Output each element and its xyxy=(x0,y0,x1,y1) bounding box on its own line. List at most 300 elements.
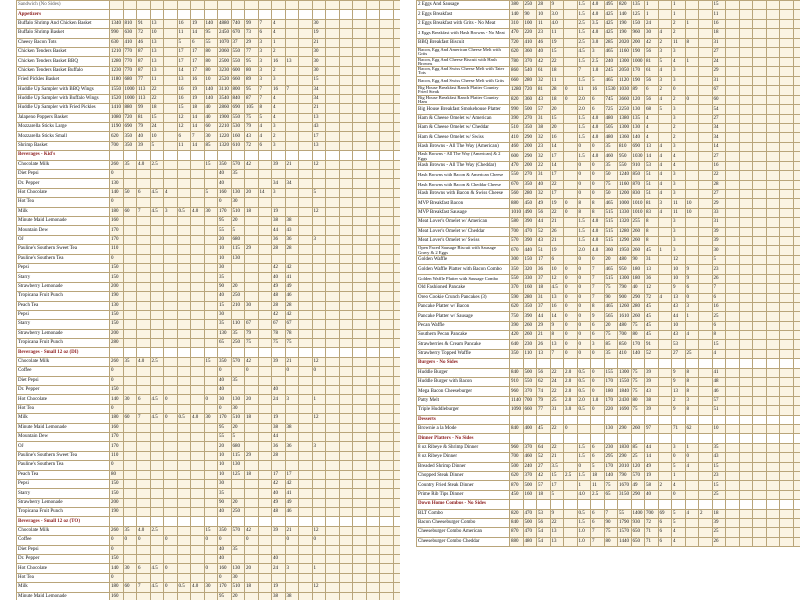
nutrition-value-cell xyxy=(739,274,753,283)
nutrition-value-cell: 34 xyxy=(285,179,299,188)
nutrition-value-cell: 39 xyxy=(272,357,286,366)
nutrition-value-cell xyxy=(339,123,353,132)
nutrition-value-cell xyxy=(766,114,780,123)
nutrition-value-cell: 22 xyxy=(550,208,564,217)
nutrition-value-cell xyxy=(766,133,780,142)
menu-item-row xyxy=(17,301,401,310)
nutrition-value-cell: 260 xyxy=(523,331,537,340)
nutrition-value-cell: 67 xyxy=(245,320,259,329)
menu-item-row xyxy=(17,66,401,75)
nutrition-value-cell xyxy=(380,226,394,235)
nutrition-value-cell xyxy=(591,500,605,509)
nutrition-value-cell: 0 xyxy=(685,95,699,105)
nutrition-value-cell xyxy=(685,124,699,133)
nutrition-value-cell xyxy=(685,161,699,170)
nutrition-value-cell xyxy=(380,404,394,413)
nutrition-value-cell: 620 xyxy=(510,471,524,480)
nutrition-value-cell xyxy=(564,133,578,142)
nutrition-value-cell xyxy=(339,245,353,254)
nutrition-value-cell xyxy=(137,170,151,179)
nutrition-value-cell xyxy=(645,415,659,424)
nutrition-value-cell: 0 xyxy=(218,573,232,582)
nutrition-value-cell xyxy=(137,498,151,507)
nutrition-value-cell: 72 xyxy=(245,141,259,150)
nutrition-value-cell: 240 xyxy=(523,462,537,471)
nutrition-value-cell xyxy=(380,85,394,94)
nutrition-value-cell xyxy=(312,348,326,357)
nutrition-value-cell xyxy=(299,57,313,66)
item-name: Sandwich (No Sides) xyxy=(17,1,110,10)
nutrition-value-cell xyxy=(753,406,767,415)
nutrition-value-cell xyxy=(658,255,672,264)
nutrition-value-cell: 34 xyxy=(312,94,326,103)
nutrition-value-cell xyxy=(258,442,272,451)
item-name: Hash Browns with Bacon & American Cheese xyxy=(417,171,510,180)
nutrition-value-cell xyxy=(793,528,800,537)
nutrition-value-cell: 53 xyxy=(672,340,686,349)
nutrition-value-cell: 270 xyxy=(523,114,537,123)
nutrition-value-cell xyxy=(712,434,726,443)
nutrition-value-cell xyxy=(258,564,272,573)
category-title: Appetizers xyxy=(17,10,110,19)
nutrition-value-cell: 820 xyxy=(510,95,524,105)
nutrition-value-cell: 110 xyxy=(110,451,124,460)
nutrition-value-cell: 17 xyxy=(191,66,205,75)
item-name: Huddle Burger with Bacon xyxy=(417,378,510,387)
nutrition-value-cell xyxy=(353,38,367,47)
nutrition-value-cell: 8 xyxy=(685,406,699,415)
nutrition-value-cell xyxy=(793,255,800,264)
nutrition-value-cell: 21 xyxy=(550,218,564,227)
nutrition-value-cell xyxy=(312,273,326,282)
nutrition-value-cell: 4.0 xyxy=(591,124,605,133)
nutrition-value-cell xyxy=(699,236,713,245)
nutrition-value-cell xyxy=(766,396,780,405)
nutrition-value-cell xyxy=(177,592,191,600)
item-name: Coffee xyxy=(17,536,110,545)
nutrition-value-cell: 470 xyxy=(523,528,537,537)
nutrition-value-cell xyxy=(739,509,753,518)
nutrition-value-cell: 3 xyxy=(658,47,672,57)
nutrition-value-cell: 1300 xyxy=(618,274,632,283)
nutrition-value-cell: 0 xyxy=(672,86,686,96)
nutrition-value-cell xyxy=(739,302,753,311)
nutrition-value-cell: 510 xyxy=(231,414,245,423)
nutrition-value-cell xyxy=(123,517,137,526)
nutrition-value-cell xyxy=(123,555,137,564)
nutrition-value-cell: 700 xyxy=(510,453,524,462)
nutrition-value-cell xyxy=(299,132,313,141)
nutrition-value-cell xyxy=(699,114,713,123)
nutrition-value-cell: 0 xyxy=(685,453,699,462)
nutrition-value-cell: 97 xyxy=(645,425,659,434)
nutrition-value-cell: 1380 xyxy=(618,114,632,123)
nutrition-value-cell xyxy=(191,216,205,225)
nutrition-value-cell xyxy=(780,95,794,105)
nutrition-value-cell: 91 xyxy=(137,19,151,28)
nutrition-value-cell xyxy=(150,301,164,310)
nutrition-value-cell: 43 xyxy=(312,123,326,132)
nutrition-value-cell: 36 xyxy=(645,274,659,283)
nutrition-value-cell: 2 xyxy=(672,19,686,28)
nutrition-value-cell xyxy=(510,500,524,509)
nutrition-value-cell: 42 xyxy=(537,57,551,67)
nutrition-value-cell: 14 xyxy=(191,141,205,150)
nutrition-value-cell xyxy=(245,517,259,526)
nutrition-value-cell: 3 xyxy=(285,395,299,404)
nutrition-value-cell xyxy=(699,302,713,311)
nutrition-value-cell xyxy=(299,526,313,535)
nutrition-value-cell: 29 xyxy=(712,199,726,208)
nutrition-value-cell xyxy=(177,1,191,10)
nutrition-value-cell xyxy=(766,518,780,527)
nutrition-value-cell xyxy=(645,359,659,368)
nutrition-value-cell xyxy=(380,395,394,404)
nutrition-value-cell: 15 xyxy=(712,1,726,10)
nutrition-value-cell: 80 xyxy=(204,66,218,75)
nutrition-value-cell: 170 xyxy=(218,207,232,216)
nutrition-value-cell xyxy=(123,320,137,329)
nutrition-value-cell: 0 xyxy=(218,198,232,207)
nutrition-value-cell xyxy=(326,38,340,47)
nutrition-value-cell: 0 xyxy=(110,367,124,376)
nutrition-value-cell: 13 xyxy=(150,19,164,28)
item-name: Dr. Pepper xyxy=(17,555,110,564)
nutrition-value-cell: 28 xyxy=(537,1,551,10)
menu-item-row xyxy=(417,95,800,105)
nutrition-value-cell xyxy=(191,573,205,582)
nutrition-value-cell: 10 xyxy=(537,10,551,19)
nutrition-value-cell xyxy=(285,94,299,103)
nutrition-value-cell: 18 xyxy=(537,490,551,499)
nutrition-value-cell: 450 xyxy=(510,490,524,499)
nutrition-value-cell xyxy=(393,526,400,535)
nutrition-value-cell: 11 xyxy=(177,141,191,150)
nutrition-value-cell xyxy=(380,160,394,169)
nutrition-value-cell xyxy=(285,104,299,113)
nutrition-value-cell: 910 xyxy=(510,378,524,387)
nutrition-value-cell: 900 xyxy=(618,293,632,302)
nutrition-value-cell xyxy=(191,489,205,498)
nutrition-value-cell xyxy=(726,359,740,368)
nutrition-value-cell xyxy=(285,151,299,160)
nutrition-value-cell xyxy=(204,442,218,451)
nutrition-value-cell: 11 xyxy=(672,208,686,217)
nutrition-value-cell xyxy=(245,235,259,244)
nutrition-value-cell: 12 xyxy=(645,284,659,293)
nutrition-value-cell xyxy=(739,180,753,189)
nutrition-value-cell: 68 xyxy=(645,105,659,114)
nutrition-value-cell: 10 xyxy=(712,425,726,434)
nutrition-value-cell: 0 xyxy=(110,573,124,582)
nutrition-value-cell xyxy=(218,1,232,10)
nutrition-value-cell xyxy=(123,282,137,291)
nutrition-value-cell xyxy=(699,47,713,57)
nutrition-value-cell: 6 xyxy=(591,518,605,527)
nutrition-value-cell xyxy=(258,395,272,404)
nutrition-value-cell: 495 xyxy=(604,1,618,10)
nutrition-value-cell: 10 xyxy=(218,470,232,479)
nutrition-value-cell xyxy=(353,442,367,451)
nutrition-value-cell: 480 xyxy=(618,321,632,330)
nutrition-value-cell xyxy=(204,216,218,225)
nutrition-value-cell xyxy=(299,329,313,338)
nutrition-value-cell: 6 xyxy=(591,321,605,330)
nutrition-value-cell: 10 xyxy=(685,208,699,217)
nutrition-value-cell xyxy=(793,537,800,546)
item-name: Hot Chocolate xyxy=(17,188,110,197)
nutrition-value-cell: 280 xyxy=(523,293,537,302)
nutrition-value-cell: 23 xyxy=(537,142,551,151)
nutrition-value-cell: 33 xyxy=(712,208,726,217)
nutrition-value-cell: 34 xyxy=(272,179,286,188)
nutrition-value-cell: 81 xyxy=(537,86,551,96)
nutrition-value-cell: 7 xyxy=(577,67,591,77)
menu-item-row xyxy=(17,216,401,225)
nutrition-value-cell xyxy=(353,245,367,254)
nutrition-value-cell xyxy=(753,528,767,537)
item-name: Hash Browns - All The Way (American) xyxy=(417,142,510,151)
nutrition-value-cell xyxy=(285,451,299,460)
nutrition-value-cell xyxy=(299,310,313,319)
nutrition-value-cell xyxy=(326,216,340,225)
nutrition-value-cell: 1.5 xyxy=(577,227,591,236)
nutrition-value-cell xyxy=(739,443,753,452)
nutrition-value-cell xyxy=(726,208,740,217)
nutrition-value-cell: 0 xyxy=(577,293,591,302)
nutrition-value-cell: 465 xyxy=(604,265,618,274)
nutrition-value-cell xyxy=(123,216,137,225)
nutrition-value-cell: 51 xyxy=(645,180,659,189)
nutrition-value-cell xyxy=(699,29,713,38)
nutrition-value-cell xyxy=(604,359,618,368)
nutrition-value-cell xyxy=(299,19,313,28)
item-name: Huddle Up Sampler with BBQ Wings xyxy=(17,85,110,94)
nutrition-value-cell xyxy=(299,104,313,113)
nutrition-value-cell: 505 xyxy=(604,124,618,133)
nutrition-value-cell: 3 xyxy=(672,443,686,452)
nutrition-value-cell xyxy=(204,451,218,460)
nutrition-value-cell: 27 xyxy=(672,349,686,358)
nutrition-value-cell: 78 xyxy=(272,329,286,338)
nutrition-value-cell xyxy=(699,255,713,264)
nutrition-value-cell: 54 xyxy=(712,105,726,114)
nutrition-value-cell xyxy=(258,282,272,291)
nutrition-value-cell xyxy=(766,19,780,28)
nutrition-value-cell: 30 xyxy=(312,19,326,28)
nutrition-value-cell: 560 xyxy=(510,190,524,199)
nutrition-value-cell: 41 xyxy=(285,273,299,282)
nutrition-value-cell xyxy=(123,451,137,460)
nutrition-value-cell xyxy=(353,235,367,244)
nutrition-value-cell: 1.5 xyxy=(577,152,591,162)
nutrition-value-cell: 35 xyxy=(604,142,618,151)
nutrition-value-cell: 43 xyxy=(672,331,686,340)
nutrition-value-cell xyxy=(753,86,767,96)
nutrition-value-cell xyxy=(137,263,151,272)
nutrition-value-cell: 56 xyxy=(537,208,551,217)
nutrition-value-cell xyxy=(380,216,394,225)
nutrition-value-cell: 42 xyxy=(245,357,259,366)
nutrition-value-cell xyxy=(326,414,340,423)
nutrition-value-cell: 35 xyxy=(218,320,232,329)
nutrition-value-cell xyxy=(258,573,272,582)
nutrition-value-cell xyxy=(564,462,578,471)
nutrition-value-cell: 2.0 xyxy=(577,105,591,114)
nutrition-value-cell xyxy=(339,301,353,310)
nutrition-value-cell xyxy=(577,415,591,424)
nutrition-value-cell: 3 xyxy=(272,141,286,150)
nutrition-value-cell: 5 xyxy=(672,509,686,518)
nutrition-value-cell: 0 xyxy=(577,331,591,340)
nutrition-value-cell xyxy=(177,498,191,507)
nutrition-value-cell: 3 xyxy=(272,76,286,85)
nutrition-value-cell: 150 xyxy=(631,19,645,28)
nutrition-value-cell: 2 xyxy=(658,38,672,47)
nutrition-value-cell: 1010 xyxy=(631,199,645,208)
nutrition-value-cell xyxy=(164,517,178,526)
nutrition-value-cell: 500 xyxy=(523,481,537,490)
nutrition-value-cell: 170 xyxy=(110,226,124,235)
nutrition-value-cell xyxy=(739,462,753,471)
nutrition-value-cell xyxy=(393,348,400,357)
nutrition-value-cell xyxy=(699,142,713,151)
nutrition-value-cell: 1330 xyxy=(618,208,632,217)
item-name: Minute Maid Lemonade xyxy=(17,423,110,432)
nutrition-value-cell: 4.0 xyxy=(591,114,605,123)
nutrition-value-cell xyxy=(726,227,740,236)
nutrition-value-cell: 1320 xyxy=(218,141,232,150)
nutrition-value-cell: 130 xyxy=(218,329,232,338)
nutrition-value-cell xyxy=(726,284,740,293)
nutrition-value-cell xyxy=(739,331,753,340)
nutrition-value-cell: 13 xyxy=(550,293,564,302)
nutrition-value-cell: 56 xyxy=(537,368,551,377)
nutrition-value-cell xyxy=(380,179,394,188)
nutrition-value-cell: 680 xyxy=(231,442,245,451)
nutrition-value-cell xyxy=(739,490,753,499)
nutrition-value-cell: 19 xyxy=(272,207,286,216)
menu-item-row xyxy=(417,321,800,330)
nutrition-value-cell xyxy=(177,292,191,301)
nutrition-value-cell: 2 xyxy=(699,509,713,518)
nutrition-value-cell: 350 xyxy=(218,526,232,535)
nutrition-value-cell: 18 xyxy=(245,583,259,592)
nutrition-value-cell xyxy=(780,406,794,415)
nutrition-value-cell xyxy=(339,498,353,507)
nutrition-value-cell: 20 xyxy=(231,423,245,432)
nutrition-value-cell: 56 xyxy=(537,518,551,527)
nutrition-value-cell xyxy=(726,67,740,77)
nutrition-value-cell: 19 xyxy=(191,94,205,103)
item-name: Chocolate Milk xyxy=(17,357,110,366)
nutrition-value-cell: 31 xyxy=(537,171,551,180)
nutrition-value-cell: 250 xyxy=(523,1,537,10)
nutrition-value-cell xyxy=(658,19,672,28)
nutrition-value-cell xyxy=(739,114,753,123)
nutrition-value-cell: 1260 xyxy=(618,302,632,311)
nutrition-value-cell xyxy=(726,265,740,274)
nutrition-value-cell: 4 xyxy=(672,152,686,162)
nutrition-value-cell: 113 xyxy=(137,85,151,94)
nutrition-value-cell xyxy=(177,404,191,413)
nutrition-value-cell: 0 xyxy=(564,274,578,283)
nutrition-value-cell xyxy=(366,10,380,19)
nutrition-value-cell xyxy=(393,470,400,479)
nutrition-value-cell: 73 xyxy=(245,29,259,38)
nutrition-value-cell xyxy=(326,367,340,376)
nutrition-value-cell: 1210 xyxy=(110,47,124,56)
nutrition-value-cell xyxy=(177,179,191,188)
nutrition-value-cell xyxy=(164,592,178,600)
nutrition-value-cell: 10 xyxy=(672,274,686,283)
nutrition-value-cell: 8 xyxy=(712,331,726,340)
nutrition-value-cell xyxy=(739,321,753,330)
nutrition-value-cell xyxy=(110,517,124,526)
nutrition-value-cell: 14 xyxy=(191,123,205,132)
nutrition-value-cell xyxy=(780,509,794,518)
nutrition-value-cell: 45 xyxy=(645,246,659,256)
nutrition-value-cell xyxy=(793,133,800,142)
nutrition-value-cell: 14 xyxy=(645,152,659,162)
nutrition-value-cell xyxy=(793,378,800,387)
nutrition-value-cell: 1010 xyxy=(510,208,524,217)
nutrition-value-cell: 1280 xyxy=(510,86,524,96)
nutrition-value-cell xyxy=(150,367,164,376)
nutrition-value-cell xyxy=(393,29,400,38)
nutrition-value-cell xyxy=(231,310,245,319)
nutrition-value-cell: 790 xyxy=(618,284,632,293)
nutrition-value-cell xyxy=(326,339,340,348)
nutrition-value-cell: 160 xyxy=(523,490,537,499)
nutrition-value-cell: 425 xyxy=(604,10,618,19)
category-header-row xyxy=(17,517,401,526)
item-name: Strawberry Lemonade xyxy=(17,282,110,291)
nutrition-value-cell: 170 xyxy=(110,235,124,244)
nutrition-value-cell: 11 xyxy=(150,76,164,85)
nutrition-value-cell: 190 xyxy=(631,76,645,85)
nutrition-value-cell xyxy=(658,368,672,377)
menu-item-row xyxy=(17,170,401,179)
nutrition-value-cell xyxy=(753,29,767,38)
nutrition-value-cell: 150 xyxy=(110,489,124,498)
nutrition-value-cell xyxy=(312,198,326,207)
menu-item-row xyxy=(417,208,800,217)
nutrition-value-cell xyxy=(123,498,137,507)
nutrition-value-cell xyxy=(164,179,178,188)
nutrition-value-cell xyxy=(699,57,713,67)
nutrition-value-cell: 74 xyxy=(537,387,551,396)
nutrition-value-cell xyxy=(285,414,299,423)
nutrition-value-cell xyxy=(123,170,137,179)
nutrition-value-cell xyxy=(299,47,313,56)
nutrition-value-cell xyxy=(739,528,753,537)
nutrition-value-cell xyxy=(618,500,632,509)
nutrition-value-cell xyxy=(204,151,218,160)
nutrition-value-cell: 255 xyxy=(631,218,645,227)
nutrition-value-cell xyxy=(366,235,380,244)
menu-item-row xyxy=(417,76,800,85)
nutrition-value-cell: 0 xyxy=(564,265,578,274)
nutrition-value-cell: 1.5 xyxy=(577,29,591,38)
nutrition-value-cell xyxy=(191,235,205,244)
nutrition-value-cell xyxy=(218,151,232,160)
menu-item-row xyxy=(17,29,401,38)
nutrition-value-cell: 470 xyxy=(510,29,524,38)
nutrition-value-cell: 44 xyxy=(645,443,659,452)
nutrition-value-cell: 25 xyxy=(712,528,726,537)
nutrition-value-cell: 13 xyxy=(672,293,686,302)
